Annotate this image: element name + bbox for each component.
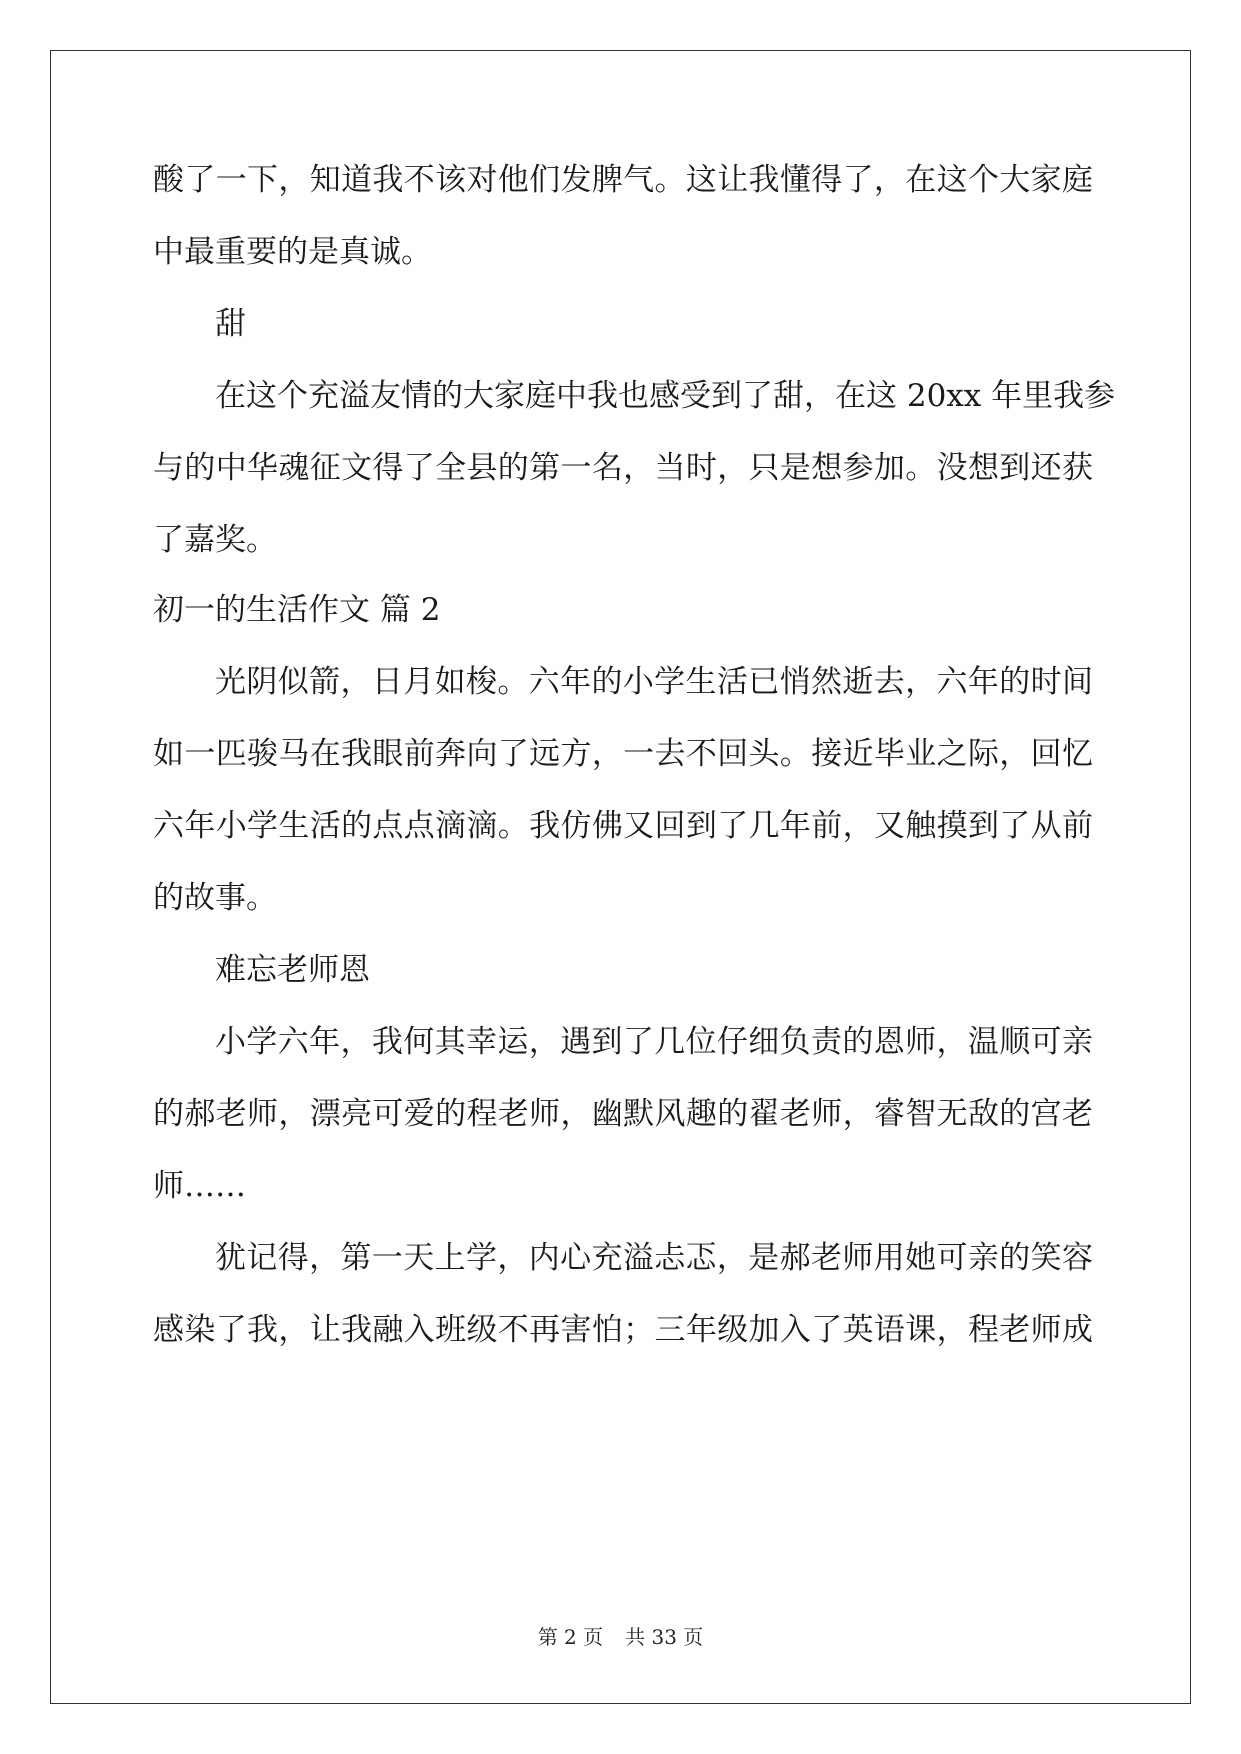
page-footer (0, 1624, 1241, 1650)
section-heading-teacher: 难忘老师恩 (215, 952, 370, 988)
text-line: 感染了我，让我融入班级不再害怕；三年级加入了英语课，程老师成 (153, 1312, 1093, 1348)
text-line: 了嘉奖。 (153, 522, 277, 558)
text-line: 小学六年，我何其幸运，遇到了几位仔细负责的恩师，温顺可亲 (215, 1024, 1093, 1060)
text-line: 的故事。 (153, 880, 277, 916)
text-line: 酸了一下，知道我不该对他们发脾气。这让我懂得了，在这个大家庭 (153, 162, 1093, 198)
text-line: 中最重要的是真诚。 (153, 234, 432, 270)
text-line: 与的中华魂征文得了全县的第一名，当时，只是想参加。没想到还获 (153, 450, 1093, 486)
article-title: 初一的生活作文 篇 2 (153, 592, 441, 628)
page-total: 共 33 页 (625, 1625, 704, 1649)
text-line: 六年小学生活的点点滴滴。我仿佛又回到了几年前，又触摸到了从前 (153, 808, 1093, 844)
text-line: 师…… (153, 1168, 246, 1204)
page-number: 第 2 页 (537, 1625, 604, 1649)
text-line: 光阴似箭，日月如梭。六年的小学生活已悄然逝去，六年的时间 (215, 664, 1093, 700)
text-line: 犹记得，第一天上学，内心充溢忐忑，是郝老师用她可亲的笑容 (215, 1240, 1093, 1276)
text-line: 在这个充溢友情的大家庭中我也感受到了甜，在这 20xx 年里我参 (215, 378, 1116, 414)
page-border (50, 50, 1191, 1704)
text-line: 的郝老师，漂亮可爱的程老师，幽默风趣的翟老师，睿智无敌的宫老 (153, 1096, 1093, 1132)
section-heading-sweet: 甜 (215, 306, 246, 342)
text-line: 如一匹骏马在我眼前奔向了远方，一去不回头。接近毕业之际，回忆 (153, 736, 1093, 772)
